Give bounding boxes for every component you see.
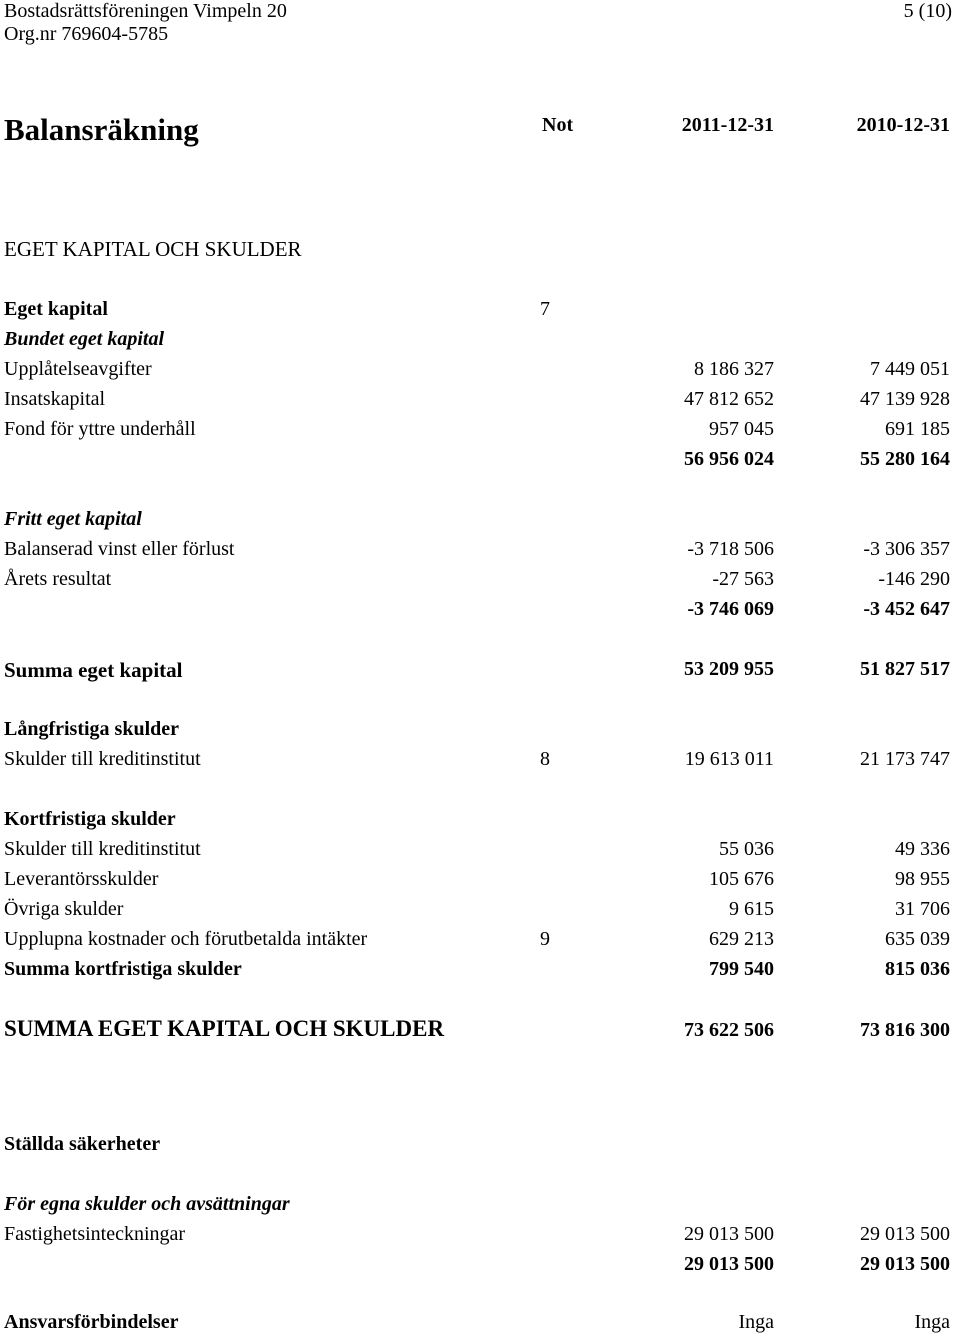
row-label: Ställda säkerheter xyxy=(4,1133,161,1155)
grand-total-row xyxy=(0,1016,960,1048)
row-value-2011: -3 746 069 xyxy=(687,598,774,620)
row-note: 7 xyxy=(540,298,550,320)
row-value-2010: Inga xyxy=(914,1311,950,1333)
row-value-2011: 105 676 xyxy=(709,868,774,890)
row-value-2011: Inga xyxy=(738,1311,774,1333)
row-value-2010: 51 827 517 xyxy=(860,658,950,680)
row-value-2010: 691 185 xyxy=(885,418,950,440)
row-label: Fritt eget kapital xyxy=(4,508,142,530)
subtotal-row xyxy=(0,448,960,476)
table-row xyxy=(0,1223,960,1251)
column-header-2010: 2010-12-31 xyxy=(856,114,950,136)
row-value-2010: -3 452 647 xyxy=(863,598,950,620)
page-number: 5 (10) xyxy=(903,0,952,22)
row-value-2010: -3 306 357 xyxy=(863,538,950,560)
row-value-2010: 21 173 747 xyxy=(860,748,950,770)
row-value-2011: 53 209 955 xyxy=(684,658,774,680)
section-heading-short-term xyxy=(0,808,960,836)
row-value-2010: 815 036 xyxy=(885,958,950,980)
row-label: EGET KAPITAL OCH SKULDER xyxy=(4,237,302,261)
table-row xyxy=(0,898,960,926)
row-label: Insatskapital xyxy=(4,388,106,410)
row-value-2011: 29 013 500 xyxy=(684,1253,774,1275)
row-value-2011: 957 045 xyxy=(709,418,774,440)
row-label: Summa kortfristiga skulder xyxy=(4,958,242,980)
section-heading-long-term xyxy=(0,718,960,746)
row-value-2010: 55 280 164 xyxy=(860,448,950,470)
total-row-equity xyxy=(0,658,960,686)
table-row xyxy=(0,928,960,956)
row-label: Upplåtelseavgifter xyxy=(4,358,152,380)
row-value-2011: -27 563 xyxy=(712,568,774,590)
row-label: Summa eget kapital xyxy=(4,658,183,682)
row-value-2010: 635 039 xyxy=(885,928,950,950)
section-heading-pledged-assets xyxy=(0,1133,960,1161)
subtotal-row xyxy=(0,598,960,626)
row-value-2010: 29 013 500 xyxy=(860,1253,950,1275)
row-value-2011: 29 013 500 xyxy=(684,1223,774,1245)
row-value-2011: 19 613 011 xyxy=(684,748,774,770)
column-header-2011: 2011-12-31 xyxy=(681,114,774,136)
row-label: Skulder till kreditinstitut xyxy=(4,838,201,860)
subsection-own-liabilities xyxy=(0,1193,960,1221)
table-row xyxy=(0,358,960,386)
row-value-2011: 8 186 327 xyxy=(694,358,774,380)
row-label: Fond för yttre underhåll xyxy=(4,418,196,440)
row-note: 8 xyxy=(540,748,550,770)
row-label: För egna skulder och avsättningar xyxy=(4,1193,290,1215)
row-label: SUMMA EGET KAPITAL OCH SKULDER xyxy=(4,1016,445,1041)
row-label: Långfristiga skulder xyxy=(4,718,180,740)
row-value-2010: 73 816 300 xyxy=(860,1019,950,1041)
org-name: Bostadsrättsföreningen Vimpeln 20 xyxy=(4,0,287,22)
table-row xyxy=(0,418,960,446)
subtotal-row xyxy=(0,1253,960,1281)
table-row xyxy=(0,748,960,776)
row-value-2011: 799 540 xyxy=(709,958,774,980)
row-note: 9 xyxy=(540,928,550,950)
row-value-2010: 49 336 xyxy=(895,838,950,860)
row-label: Kortfristiga skulder xyxy=(4,808,176,830)
page-title: Balansräkning xyxy=(4,112,199,147)
table-row xyxy=(0,538,960,566)
row-value-2011: 47 812 652 xyxy=(684,388,774,410)
row-label: Skulder till kreditinstitut xyxy=(4,748,201,770)
row-value-2010: 47 139 928 xyxy=(860,388,950,410)
row-label: Eget kapital xyxy=(4,298,108,320)
row-value-2011: 55 036 xyxy=(719,838,774,860)
row-contingent-liabilities xyxy=(0,1311,960,1339)
row-value-2010: 98 955 xyxy=(895,868,950,890)
row-bundet-eget-kapital xyxy=(0,328,960,356)
row-value-2011: 56 956 024 xyxy=(684,448,774,470)
row-value-2011: 629 213 xyxy=(709,928,774,950)
row-label: Balanserad vinst eller förlust xyxy=(4,538,235,560)
row-value-2011: 73 622 506 xyxy=(684,1019,774,1041)
row-label: Övriga skulder xyxy=(4,898,124,920)
row-fritt-eget-kapital xyxy=(0,508,960,536)
row-value-2011: -3 718 506 xyxy=(687,538,774,560)
row-eget-kapital xyxy=(0,298,960,326)
column-header-note: Not xyxy=(542,114,574,136)
row-value-2010: 31 706 xyxy=(895,898,950,920)
row-label: Bundet eget kapital xyxy=(4,328,164,350)
table-row xyxy=(0,388,960,416)
total-row-short-term xyxy=(0,958,960,986)
table-row xyxy=(0,838,960,866)
row-label: Upplupna kostnader och förutbetalda intäkter xyxy=(4,928,368,950)
row-value-2011: 9 615 xyxy=(729,898,774,920)
row-value-2010: 29 013 500 xyxy=(860,1223,950,1245)
table-row xyxy=(0,568,960,596)
row-label: Fastighetsinteckningar xyxy=(4,1223,186,1245)
row-value-2010: -146 290 xyxy=(878,568,950,590)
section-heading-equity-liabilities xyxy=(0,237,960,265)
row-label: Ansvarsförbindelser xyxy=(4,1311,179,1333)
org-number: Org.nr 769604-5785 xyxy=(4,23,169,45)
row-label: Årets resultat xyxy=(4,568,112,590)
row-label: Leverantörsskulder xyxy=(4,868,159,890)
row-value-2010: 7 449 051 xyxy=(870,358,950,380)
table-row xyxy=(0,868,960,896)
